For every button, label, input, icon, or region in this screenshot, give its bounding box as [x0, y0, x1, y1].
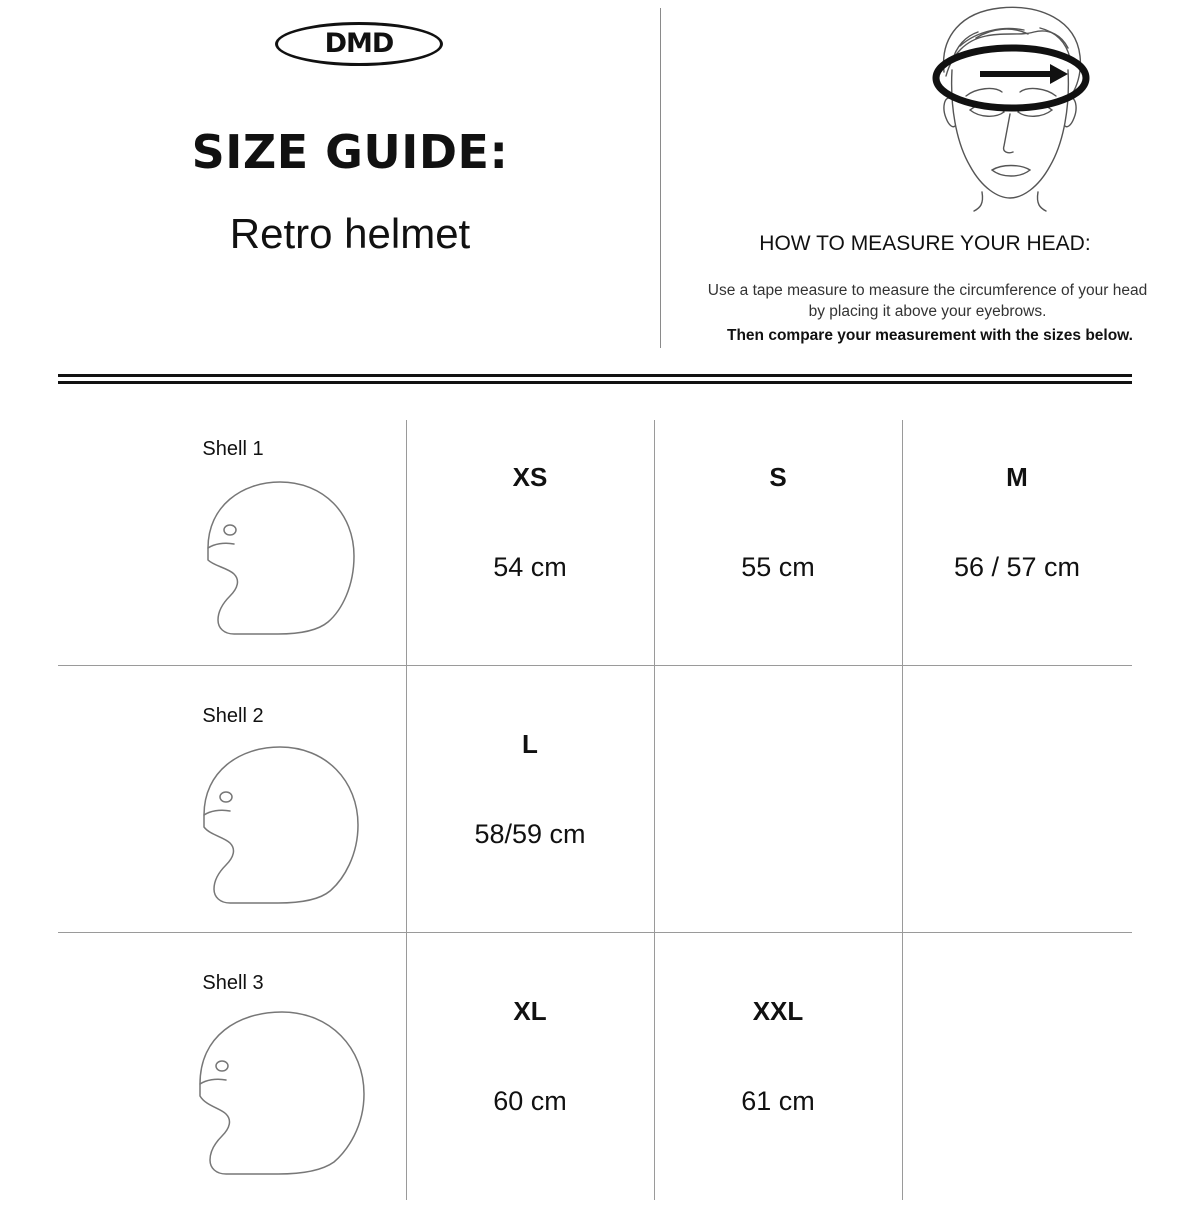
helmet-shell-icon	[178, 737, 378, 917]
size-cell-measure: 55 cm	[741, 552, 815, 582]
rule-line-bottom	[58, 381, 1132, 384]
size-table	[58, 420, 1132, 1200]
size-cell-label: XXL	[752, 996, 804, 1026]
size-cell-measure: 60 cm	[493, 1086, 567, 1116]
helmet-shell-icon	[178, 470, 378, 650]
size-cell-measure: 61 cm	[741, 1086, 815, 1116]
size-cell-label: M	[1006, 462, 1028, 492]
dmd-logo	[275, 22, 445, 68]
size-cell-measure: 58/59 cm	[474, 819, 586, 849]
table-row	[58, 687, 1132, 954]
size-cell-label: L	[522, 729, 538, 759]
header-double-rule	[58, 374, 1132, 384]
size-cell-label: XS	[512, 462, 548, 492]
header-divider	[660, 8, 661, 348]
shell-label: Shell 2	[202, 705, 264, 727]
measure-instructions-emphasis: Then compare your measurement with the sizes below.	[727, 327, 1133, 344]
measure-instructions-body: Use a tape measure to measure the circumference of your head by placing it above your eyebrows.	[707, 282, 1148, 320]
measure-instructions-title: HOW TO MEASURE YOUR HEAD:	[759, 232, 1091, 255]
head-measure-illustration	[900, 2, 1120, 212]
size-cell-measure: 56 / 57 cm	[953, 552, 1081, 582]
table-row	[58, 420, 1132, 687]
table-row	[58, 954, 1132, 1221]
page-subtitle: Retro helmet	[229, 210, 471, 257]
size-cell-label: XL	[513, 996, 547, 1026]
page-title: SIZE GUIDE:	[191, 125, 509, 179]
size-cell-label: S	[769, 462, 787, 492]
size-cell-measure: 54 cm	[493, 552, 567, 582]
helmet-shell-icon	[178, 1004, 378, 1184]
header-section	[0, 0, 1200, 370]
shell-label: Shell 3	[202, 972, 264, 994]
logo-text: DMD	[324, 28, 394, 59]
shell-label: Shell 1	[202, 438, 264, 460]
rule-line-top	[58, 374, 1132, 377]
